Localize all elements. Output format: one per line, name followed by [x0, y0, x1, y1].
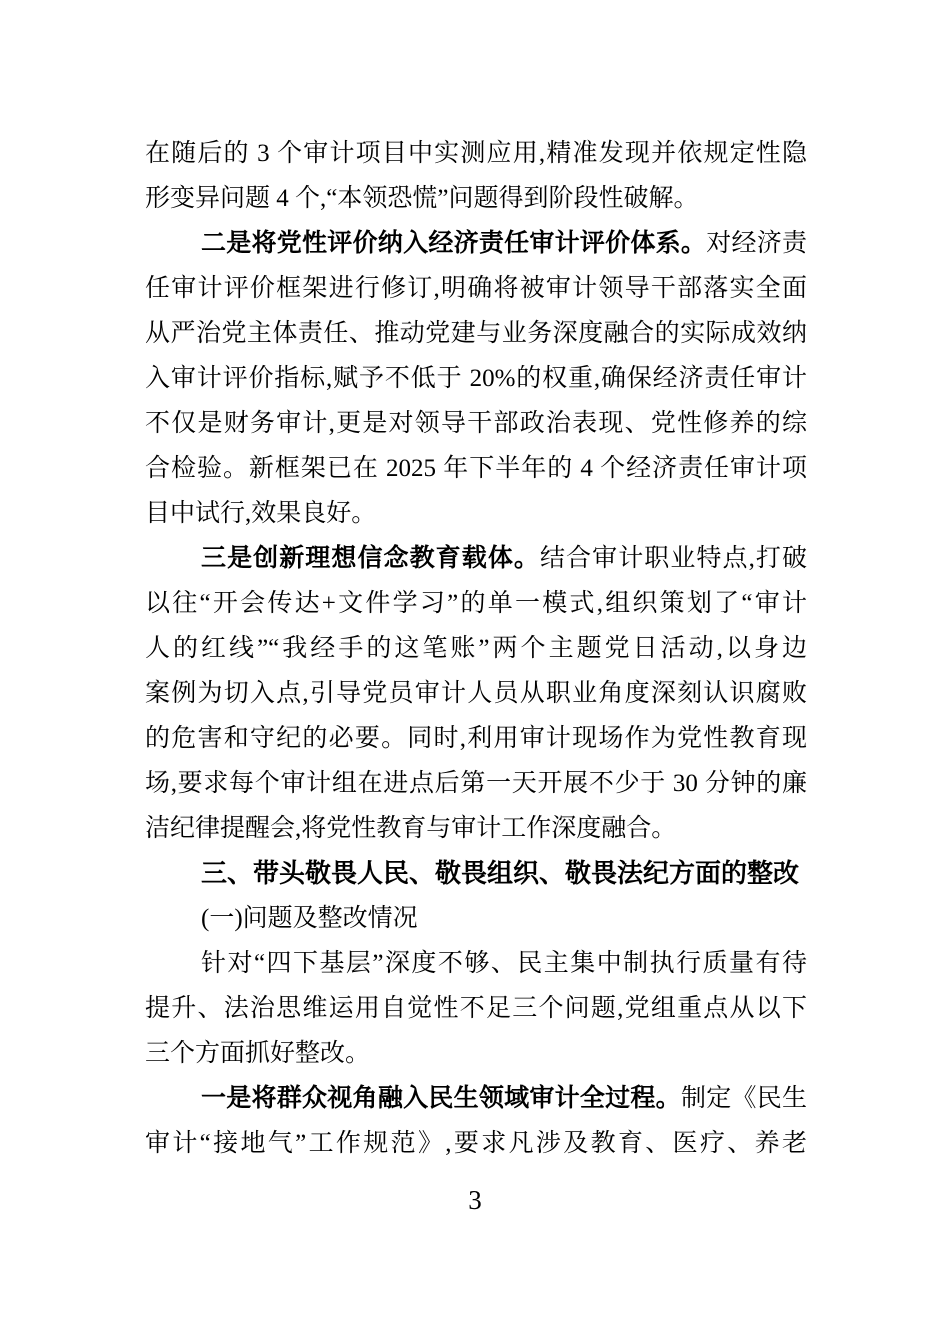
paragraph-body [145, 536, 807, 851]
bold-lead-text: 三、带头敬畏人民、敬畏组织、敬畏法纪方面的整改 [201, 858, 800, 888]
bold-lead-text: 二是将党性评价纳入经济责任审计评价体系。 [201, 229, 707, 257]
body-text: 目中试行,效果良好。 [145, 500, 377, 527]
bold-lead-text: 一是将群众视角融入民生领域审计全过程。 [201, 1084, 681, 1112]
body-text: 入审计评价指标,赋予不低于 20%的权重,确保经济责任审计 [145, 365, 807, 392]
body-text: 审计“接地气”工作规范》,要求凡涉及教育、医疗、养老 [145, 1130, 807, 1157]
bold-lead-text: 三是创新理想信念教育载体。 [201, 544, 540, 572]
document-body [145, 131, 807, 1166]
body-text: 形变异问题 4 个,“本领恐慌”问题得到阶段性破解。 [145, 185, 699, 212]
paragraph-heading [145, 851, 807, 896]
body-text: 三个方面抓好整改。 [145, 1040, 371, 1067]
text-line [145, 851, 807, 896]
paragraph-body [145, 221, 807, 536]
text-line [145, 1121, 807, 1166]
text-line [145, 491, 807, 536]
body-text: 的危害和守纪的必要。同时,利用审计现场作为党性教育现 [145, 725, 807, 752]
body-text: 在随后的 3 个审计项目中实测应用,精准发现并依规定性隐 [145, 140, 807, 167]
paragraph-subheading [145, 896, 807, 941]
text-line [145, 221, 807, 266]
text-line [145, 896, 807, 941]
body-text: 不仅是财务审计,更是对领导干部政治表现、党性修养的综 [145, 410, 807, 437]
body-text: 对经济责 [706, 230, 807, 257]
text-line [145, 806, 807, 851]
body-text: 人的红线”“我经手的这笔账”两个主题党日活动,以身边 [145, 635, 807, 662]
text-line [145, 311, 807, 356]
body-text: 提升、法治思维运用自觉性不足三个问题,党组重点从以下 [145, 995, 807, 1022]
paragraph-body [145, 941, 807, 1076]
text-line [145, 266, 807, 311]
body-text: 合检验。新框架已在 2025 年下半年的 4 个经济责任审计项 [145, 455, 807, 482]
text-line [145, 536, 807, 581]
text-line [145, 761, 807, 806]
body-text: 场,要求每个审计组在进点后第一天开展不少于 30 分钟的廉 [145, 770, 807, 797]
body-text: 结合审计职业特点,打破 [539, 545, 807, 572]
body-text: (一)问题及整改情况 [201, 905, 418, 932]
body-text: 洁纪律提醒会,将党性教育与审计工作深度融合。 [145, 815, 677, 842]
paragraph-body [145, 1076, 807, 1166]
text-line [145, 671, 807, 716]
text-line [145, 1031, 807, 1076]
text-line [145, 131, 807, 176]
page-number: 3 [468, 1185, 482, 1215]
text-line [145, 356, 807, 401]
paragraph-body-continuation [145, 131, 807, 221]
body-text: 案例为切入点,引导党员审计人员从职业角度深刻认识腐败 [145, 680, 807, 707]
text-line [145, 941, 807, 986]
text-line [145, 716, 807, 761]
text-line [145, 581, 807, 626]
text-line [145, 626, 807, 671]
body-text: 制定《民生 [680, 1085, 807, 1112]
body-text: 针对“四下基层”深度不够、民主集中制执行质量有待 [201, 950, 807, 977]
body-text: 以往“开会传达+文件学习”的单一模式,组织策划了“审计 [145, 590, 807, 617]
text-line [145, 986, 807, 1031]
body-text: 从严治党主体责任、推动党建与业务深度融合的实际成效纳 [145, 320, 807, 347]
text-line [145, 1076, 807, 1121]
text-line [145, 401, 807, 446]
text-line [145, 176, 807, 221]
text-line [145, 446, 807, 491]
body-text: 任审计评价框架进行修订,明确将被审计领导干部落实全面 [145, 275, 807, 302]
